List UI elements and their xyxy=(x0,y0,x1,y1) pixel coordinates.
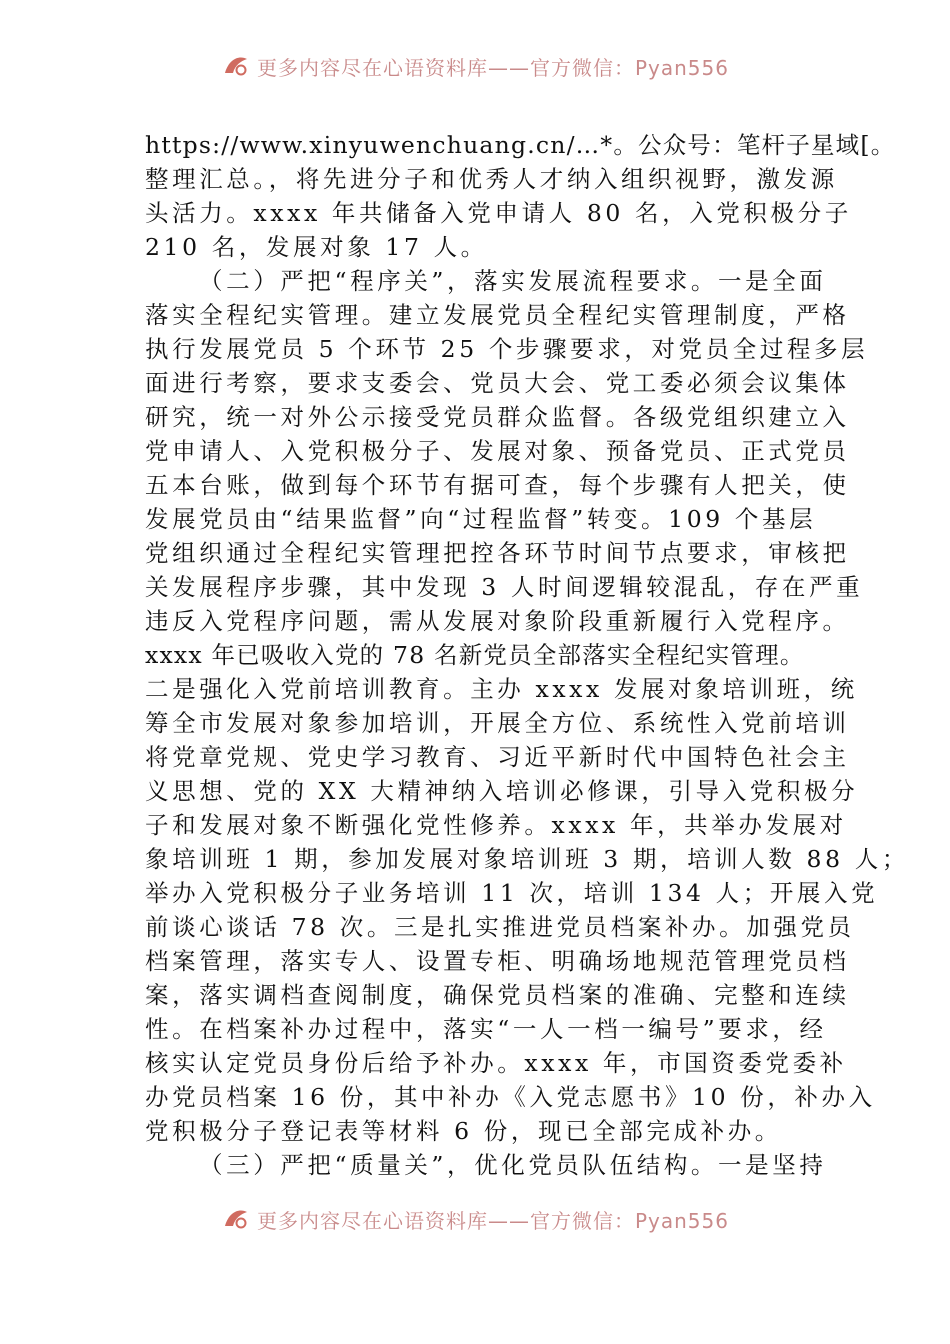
text-line: 落实全程纪实管理。建立发展党员全程纪实管理制度，严格 xyxy=(145,301,850,329)
text-line: 二是强化入党前培训教育。主办 xxxx 发展对象培训班，统 xyxy=(145,675,858,703)
text-line: 义思想、党的 XX 大精神纳入培训必修课，引导入党积极分 xyxy=(145,777,859,805)
text-line: 210 名，发展对象 17 人。 xyxy=(145,233,488,261)
text-line: 核实认定党员身份后给予补办。xxxx 年，市国资委党委补 xyxy=(145,1049,847,1077)
text-line: 性。在档案补办过程中，落实“一人一档一编号”要求，经 xyxy=(145,1015,827,1043)
text-line: 子和发展对象不断强化党性修养。xxxx 年，共举办发展对 xyxy=(145,811,847,839)
text-line: （三）严把“质量关”，优化党员队伍结构。一是坚持 xyxy=(199,1151,827,1179)
document-body xyxy=(145,128,909,1182)
text-line: 五本台账，做到每个环节有据可查，每个步骤有人把关，使 xyxy=(145,471,850,499)
text-line: 办党员档案 16 份，其中补办《入党志愿书》10 份，补办入 xyxy=(145,1083,876,1111)
text-line: 执行发展党员 5 个环节 25 个步骤要求，对党员全过程多层 xyxy=(145,335,869,363)
text-line: 党组织通过全程纪实管理把控各环节时间节点要求，审核把 xyxy=(145,539,850,567)
text-line: https://www.xinyuwenchuang.cn/…*。公众号：笔杆子星域[。 xyxy=(145,131,896,159)
watermark-text: 更多内容尽在心语资料库——官方微信：Pyan556 xyxy=(256,55,729,80)
text-line: 象培训班 1 期，参加发展对象培训班 3 期，培训人数 88 人； xyxy=(145,845,909,873)
logo-icon xyxy=(221,53,251,79)
text-line: 面进行考察，要求支委会、党员大会、党工委必须会议集体 xyxy=(145,369,850,397)
footer-watermark xyxy=(0,1201,950,1237)
text-line: 将党章党规、党史学习教育、习近平新时代中国特色社会主 xyxy=(145,743,850,771)
text-line: 党积极分子登记表等材料 6 份，现已全部完成补办。 xyxy=(145,1117,782,1145)
text-line: 关发展程序步骤，其中发现 3 人时间逻辑较混乱，存在严重 xyxy=(145,573,864,601)
logo-icon xyxy=(221,1206,251,1232)
text-line: 研究，统一对外公示接受党员群众监督。各级党组织建立入 xyxy=(145,403,850,431)
watermark-text: 更多内容尽在心语资料库——官方微信：Pyan556 xyxy=(256,1208,729,1233)
text-line: xxxx 年已吸收入党的 78 名新党员全部落实全程纪实管理。 xyxy=(145,641,805,669)
text-line: 档案管理，落实专人、设置专柜、明确场地规范管理党员档 xyxy=(145,947,850,975)
text-line: 头活力。xxxx 年共储备入党申请人 80 名，入党积极分子 xyxy=(145,199,852,227)
text-line: 整理汇总。，将先进分子和优秀人才纳入组织视野，激发源 xyxy=(145,165,838,193)
text-line: （二）严把“程序关”，落实发展流程要求。一是全面 xyxy=(199,267,827,295)
text-line: 举办入党积极分子业务培训 11 次，培训 134 人；开展入党 xyxy=(145,879,879,907)
text-line: 案，落实调档查阅制度，确保党员档案的准确、完整和连续 xyxy=(145,981,850,1009)
header-watermark xyxy=(0,48,950,84)
text-line: 发展党员由“结果监督”向“过程监督”转变。109 个基层 xyxy=(145,505,817,533)
text-line: 筹全市发展对象参加培训，开展全方位、系统性入党前培训 xyxy=(145,709,850,737)
text-line: 前谈心谈话 78 次。三是扎实推进党员档案补办。加强党员 xyxy=(145,913,855,941)
text-line: 党申请人、入党积极分子、发展对象、预备党员、正式党员 xyxy=(145,437,850,465)
text-line: 违反入党程序问题，需从发展对象阶段重新履行入党程序。 xyxy=(145,607,850,635)
